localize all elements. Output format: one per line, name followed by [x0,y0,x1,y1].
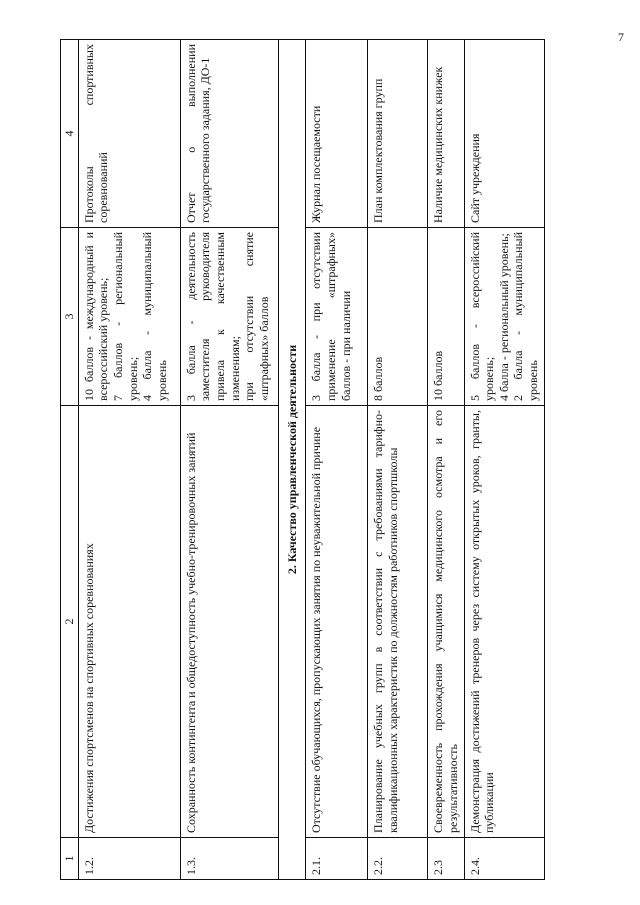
points-line: 8 баллов [371,356,386,401]
criteria-table [60,39,545,880]
points-cell [180,228,278,406]
source-cell: Отчет о выполнении государственного задания, ДО-1 [180,40,278,228]
criterion-cell: Достижения спортсменов на спортивных соревнованиях [78,406,180,838]
table-row [78,40,180,880]
rotated-document [60,40,620,880]
points-line: 5 баллов - всероссийский уровень; [467,232,497,401]
page-number: 7 [618,30,624,44]
table-row [306,40,368,880]
header-row [61,40,79,880]
header-cell: 2 [61,406,79,838]
row-number: 1.2. [78,838,180,880]
points-line: 4 балла - муниципальный уровень [140,232,169,401]
points-line: 3 балла - деятельность заместителя руководителя привела к качественным изменениям; [183,232,242,401]
criterion-cell: Отсутствие обучающихся, пропускающих занятия по неуважительной причине [306,406,368,838]
row-number: 2.4. [464,838,544,880]
points-line: 7 баллов - региональный уровень; [110,232,140,401]
header-cell: 3 [61,228,79,406]
table-row [180,40,278,880]
row-number: 2.1. [306,838,368,880]
source-cell: Сайт учреждения [464,40,544,228]
criterion-cell: Демонстрация достижений тренеров через систему открытых уроков, гранты, публикации [464,406,544,838]
source-cell: Наличие медицинских книжек [428,40,464,228]
source-cell: Протоколы спортивных соревнований [78,40,180,228]
criterion-cell: Планирование учебных групп в соответствии с требованиями тарифно-квалификационных характеристик по должностям работников спортшколы [368,406,428,838]
points-line: при отсутствии снятие «штрафных» баллов [242,232,271,401]
source-cell: Журнал посещаемости [306,40,368,228]
header-cell: 4 [61,40,79,228]
row-number: 2.3 [428,838,464,880]
criterion-cell: Своевременность прохождения учащимися медицинского осмотра и его результативность [428,406,464,838]
section-title: 2. Качество управленческой деятельности [278,40,306,880]
source-cell: План комплектования групп [368,40,428,228]
points-cell [368,228,428,406]
header-cell: 1 [61,838,79,880]
points-cell [306,228,368,406]
points-cell [78,228,180,406]
points-line: 10 баллов - международный и всероссийский уровень; [81,232,111,401]
points-line: 2 балла - муниципальный уровень [511,232,540,401]
row-number: 2.2. [368,838,428,880]
table-row [428,40,464,880]
points-line: 3 балла - при отсутствии применение «штрафных» баллов - при наличии [309,232,353,401]
table-row [368,40,428,880]
points-cell [428,228,464,406]
row-number: 1.3. [180,838,278,880]
criterion-cell: Сохранность контингента и общедоступность учебно-тренировочных занятий [180,406,278,838]
points-line: 4 балла - региональный уровень; [496,233,511,401]
points-line: 10 баллов [431,350,446,401]
section-row [278,40,306,880]
table-row [464,40,544,880]
points-cell [464,228,544,406]
